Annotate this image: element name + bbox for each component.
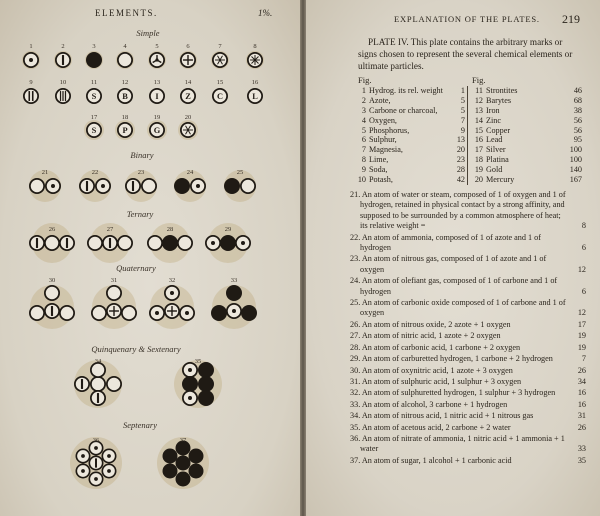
binary-number-label: 21 bbox=[41, 169, 49, 176]
binary-number-label: 25 bbox=[236, 169, 244, 176]
element-name: Magnesia, bbox=[369, 145, 403, 155]
binary-atom-left bbox=[30, 179, 44, 193]
relative-weight: 28 bbox=[456, 165, 465, 175]
element-table-row bbox=[356, 145, 586, 155]
quaternary-center-atom bbox=[227, 304, 241, 318]
section-label-quinquenary-sextenary: Quinquenary & Sextenary bbox=[91, 344, 181, 354]
plate-intro-paragraph: PLATE IV. This plate contains the arbitrary marks or signs chosen to represent the several chemical elements or ultimate particles. bbox=[358, 37, 573, 71]
element-table-row bbox=[356, 96, 586, 106]
compound-weight: 35 bbox=[577, 455, 586, 465]
element-number-label: 4 bbox=[123, 43, 127, 50]
relative-weight: 46 bbox=[573, 86, 582, 95]
element-3-symbol bbox=[86, 52, 102, 68]
compound-entry bbox=[350, 254, 586, 275]
compound-entry bbox=[350, 331, 586, 341]
compound-weight: 6 bbox=[581, 286, 586, 296]
compound-description: 30. An atom of oxynitric acid, 1 azote + 3 oxygen bbox=[350, 365, 513, 375]
septenary-outer-atom bbox=[189, 449, 204, 464]
element-name: Potash, bbox=[369, 175, 393, 185]
relative-weight: 100 bbox=[569, 155, 582, 165]
septenary-outer-atom bbox=[102, 464, 115, 477]
ternary-atom bbox=[30, 236, 44, 250]
element-8-symbol bbox=[248, 53, 262, 67]
compound-weight: 12 bbox=[577, 264, 586, 274]
element-name: Azote, bbox=[369, 95, 391, 105]
element-1-symbol bbox=[24, 53, 38, 67]
compound-description: 35. An atom of acetous acid, 2 carbone + 2 water bbox=[350, 422, 511, 432]
septenary-number-label: 36 bbox=[92, 437, 100, 444]
compound-description: 24. An atom of olefiant gas, composed of 1 of carbone and 1 of hydrogen bbox=[350, 276, 558, 296]
ternary-atom bbox=[88, 236, 102, 250]
quaternary-outer-atom bbox=[180, 306, 194, 320]
compound-entry bbox=[350, 456, 586, 466]
binary-atom-right bbox=[142, 179, 156, 193]
compound-description: 21. An atom of water or steam, composed of 1 of oxygen and 1 of hydrogen, retained in physical contact by a strong affinity, and supposed to be surrounded by a common atmosphere of heat; its relative weight = bbox=[350, 190, 566, 231]
compound-weight: 26 bbox=[577, 422, 586, 432]
element-name: Strontites bbox=[486, 86, 518, 95]
compound-weight: 6 bbox=[581, 243, 586, 253]
compound-weight: 26 bbox=[577, 365, 586, 375]
binary-number-label: 23 bbox=[137, 169, 145, 176]
element-number-label: 15 bbox=[216, 79, 224, 86]
compound-entry bbox=[350, 377, 586, 387]
ternary-atom bbox=[206, 236, 220, 250]
compound-entry bbox=[350, 434, 586, 455]
ternary-atom bbox=[148, 236, 162, 250]
element-number-label: 18 bbox=[121, 114, 129, 121]
element-name: Lead bbox=[486, 135, 503, 145]
compound-weight: 19 bbox=[577, 342, 586, 352]
compound-entry bbox=[350, 354, 586, 364]
element-number-label: 6 bbox=[186, 43, 190, 50]
element-name: Zinc bbox=[486, 115, 502, 125]
ternary-atom bbox=[103, 236, 117, 250]
svg-text:S: S bbox=[91, 91, 97, 101]
relative-weight: 20 bbox=[456, 145, 465, 155]
svg-text:C: C bbox=[216, 91, 224, 101]
ternary-number-label: 28 bbox=[166, 226, 174, 233]
quinquenary-atom bbox=[91, 363, 105, 377]
element-7-symbol bbox=[213, 53, 227, 67]
compound-description: 28. An atom of carbonic acid, 1 carbone + 2 oxygen bbox=[350, 342, 521, 352]
element-number-label: 14 bbox=[184, 79, 192, 86]
element-table-row bbox=[356, 135, 586, 145]
element-13-symbol bbox=[150, 89, 164, 103]
fig-number: 1 bbox=[361, 86, 366, 95]
element-name: Phosphorus, bbox=[369, 125, 410, 135]
compound-description: 23. An atom of nitrous gas, composed of 1 of azote and 1 of oxygen bbox=[350, 254, 547, 274]
compound-weight: 33 bbox=[577, 444, 586, 454]
ternary-number-label: 29 bbox=[224, 226, 232, 233]
septenary-outer-atom bbox=[176, 472, 191, 487]
running-header-page-number: 219 bbox=[562, 12, 580, 26]
element-name: Platina bbox=[486, 155, 509, 165]
septenary-outer-atom bbox=[102, 449, 115, 462]
sextenary-atom bbox=[198, 390, 214, 406]
fig-number: 17 bbox=[467, 145, 486, 155]
compound-description: 31. An atom of sulphuric acid, 1 sulphur + 3 oxygen bbox=[350, 376, 522, 386]
binary-atom-right bbox=[241, 179, 255, 193]
svg-text:G: G bbox=[153, 125, 161, 135]
element-table-row bbox=[356, 106, 586, 116]
relative-weight: 9 bbox=[460, 125, 465, 135]
element-name: Soda, bbox=[369, 165, 388, 175]
compound-description: 25. An atom of carbonic oxide composed of 1 of carbone and 1 of oxygen bbox=[350, 298, 566, 318]
svg-text:S: S bbox=[91, 125, 97, 135]
element-number-label: 9 bbox=[29, 79, 33, 86]
compound-weight: 17 bbox=[577, 319, 586, 329]
section-label-quaternary: Quaternary bbox=[116, 263, 156, 273]
compound-weight: 19 bbox=[577, 331, 586, 341]
element-name: Iron bbox=[486, 105, 500, 115]
septenary-outer-atom bbox=[76, 449, 89, 462]
element-table-row bbox=[356, 126, 586, 136]
fig-number: 10 bbox=[357, 175, 366, 185]
element-table-row bbox=[356, 116, 586, 126]
quaternary-outer-atom bbox=[150, 306, 164, 320]
element-14-symbol bbox=[181, 89, 195, 103]
ternary-atom bbox=[162, 235, 178, 251]
svg-text:B: B bbox=[122, 91, 128, 101]
compound-entry bbox=[350, 343, 586, 353]
compound-description: 22. An atom of ammonia, composed of 1 of azote and 1 of hydrogen bbox=[350, 232, 541, 253]
compound-description: 27. An atom of nitric acid, 1 azote + 2 oxygen bbox=[350, 331, 501, 341]
sextenary-atom bbox=[182, 376, 198, 392]
relative-weight: 167 bbox=[569, 175, 582, 185]
quaternary-outer-atom bbox=[45, 286, 59, 300]
svg-text:Z: Z bbox=[185, 91, 191, 101]
section-label-ternary: Ternary bbox=[126, 209, 154, 219]
svg-text:P: P bbox=[122, 125, 128, 135]
element-table-row bbox=[356, 165, 586, 175]
fig-number: 11 bbox=[467, 86, 486, 96]
fig-number: 9 bbox=[361, 165, 366, 175]
relative-weight: 140 bbox=[569, 165, 582, 175]
compound-entry bbox=[350, 400, 586, 410]
binary-atom-left bbox=[224, 178, 240, 194]
element-19-symbol bbox=[150, 123, 164, 137]
compound-entry bbox=[350, 190, 586, 232]
ternary-atom bbox=[60, 236, 74, 250]
element-number-label: 13 bbox=[153, 79, 161, 86]
compound-entry bbox=[350, 366, 586, 376]
quinquenary-atom bbox=[91, 391, 105, 405]
element-15-symbol bbox=[213, 89, 227, 103]
element-10-symbol bbox=[56, 89, 70, 103]
sextenary-atom bbox=[183, 363, 197, 377]
fig-number: 12 bbox=[467, 96, 486, 106]
element-name: Copper bbox=[486, 125, 511, 135]
quaternary-outer-atom bbox=[165, 286, 179, 300]
element-name: Carbone or charcoal, bbox=[369, 105, 438, 115]
element-number-label: 7 bbox=[218, 43, 222, 50]
compound-weight: 16 bbox=[577, 399, 586, 409]
section-label-binary: Binary bbox=[130, 150, 154, 160]
compound-entry bbox=[350, 423, 586, 433]
compound-weight: 34 bbox=[577, 376, 586, 386]
element-number-label: 11 bbox=[90, 79, 98, 86]
relative-weight: 100 bbox=[569, 145, 582, 155]
relative-weight: 95 bbox=[573, 135, 582, 145]
element-number-label: 3 bbox=[92, 43, 96, 50]
binary-number-label: 22 bbox=[91, 169, 99, 176]
septenary-outer-atom bbox=[89, 472, 102, 485]
fig-number: 14 bbox=[467, 116, 486, 126]
quaternary-outer-atom bbox=[226, 285, 242, 301]
compound-description: 33. An atom of alcohol, 3 carbone + 1 hydrogen bbox=[350, 399, 508, 409]
quaternary-outer-atom bbox=[122, 306, 136, 320]
relative-weight: 68 bbox=[573, 95, 582, 105]
element-number-label: 17 bbox=[90, 114, 98, 121]
septenary-outer-atom bbox=[189, 464, 204, 479]
quaternary-outer-atom bbox=[92, 306, 106, 320]
binary-atom-left bbox=[174, 178, 190, 194]
fig-number: 8 bbox=[361, 155, 366, 165]
element-5-symbol bbox=[150, 53, 164, 67]
quinquenary-atom bbox=[107, 377, 121, 391]
relative-weight: 5 bbox=[460, 105, 465, 115]
septenary-outer-atom bbox=[163, 449, 178, 464]
element-12-symbol bbox=[118, 89, 132, 103]
compound-weight: 16 bbox=[577, 388, 586, 398]
compound-description: 36. An atom of nitrate of ammonia, 1 nitric acid + 1 ammonia + 1 water bbox=[350, 433, 565, 454]
compound-atoms-list bbox=[350, 190, 586, 467]
compound-entry bbox=[350, 320, 586, 330]
ternary-number-label: 26 bbox=[48, 226, 56, 233]
element-number-label: 16 bbox=[251, 79, 259, 86]
quaternary-outer-atom bbox=[241, 305, 257, 321]
fig-number: 19 bbox=[467, 165, 486, 175]
quaternary-center-atom bbox=[165, 304, 179, 318]
quinquenary-atom bbox=[91, 377, 105, 391]
binary-atom-right bbox=[96, 179, 110, 193]
compound-description: 37. An atom of sugar, 1 alcohol + 1 carbonic acid bbox=[350, 455, 512, 465]
compound-weight: 7 bbox=[581, 354, 586, 364]
fig-number: 20 bbox=[467, 175, 486, 185]
relative-weight: 38 bbox=[573, 105, 582, 115]
compound-entry bbox=[350, 233, 586, 254]
fig-number: 4 bbox=[361, 115, 366, 125]
compound-description: 34. An atom of nitrous acid, 1 nitric acid + 1 nitrous gas bbox=[350, 411, 534, 421]
relative-weight: 13 bbox=[456, 135, 465, 145]
element-4-symbol bbox=[118, 53, 132, 67]
element-name: Sulphur, bbox=[369, 135, 397, 145]
element-2-symbol bbox=[56, 53, 70, 67]
compound-entry bbox=[350, 411, 586, 421]
compound-description: 29. An atom of carburetted hydrogen, 1 carbone + 2 hydrogen bbox=[350, 354, 553, 364]
ternary-atom bbox=[178, 236, 192, 250]
fig-number: 6 bbox=[361, 135, 366, 145]
element-number-label: 1 bbox=[29, 43, 33, 50]
quaternary-outer-atom bbox=[107, 286, 121, 300]
element-table-row bbox=[356, 175, 586, 185]
fig-number: 2 bbox=[361, 95, 366, 105]
compound-entry bbox=[350, 298, 586, 319]
septenary-center-atom bbox=[176, 456, 191, 471]
compound-description: 26. An atom of nitrous oxide, 2 azote + 1 oxygen bbox=[350, 319, 511, 329]
element-number-label: 8 bbox=[253, 43, 257, 50]
relative-weight: 23 bbox=[456, 155, 465, 165]
fig-number: 15 bbox=[467, 126, 486, 136]
relative-weight: 1 bbox=[460, 86, 465, 95]
quinquenary-number-label: 34 bbox=[94, 358, 102, 365]
sextenary-number-label: 35 bbox=[194, 358, 202, 365]
element-20-symbol bbox=[181, 123, 195, 137]
svg-text:L: L bbox=[252, 91, 258, 101]
element-weights-table bbox=[356, 86, 586, 185]
fig-number: 13 bbox=[467, 106, 486, 116]
section-label-simple: Simple bbox=[136, 28, 160, 38]
svg-text:I: I bbox=[155, 91, 159, 101]
element-number-label: 5 bbox=[155, 43, 159, 50]
fig-number: 5 bbox=[361, 125, 366, 135]
compound-description: 32. An atom of sulphuretted hydrogen, 1 sulphur + 3 hydrogen bbox=[350, 388, 556, 398]
element-18-symbol bbox=[118, 123, 132, 137]
fig-column-heading-2: Fig. bbox=[472, 75, 486, 85]
sextenary-atom bbox=[198, 376, 214, 392]
element-name: Mercury bbox=[486, 175, 515, 185]
fig-number: 7 bbox=[361, 145, 366, 155]
element-table-row bbox=[356, 155, 586, 165]
element-number-label: 10 bbox=[59, 79, 67, 86]
binary-atom-right bbox=[191, 179, 205, 193]
element-name: Lime, bbox=[369, 155, 389, 165]
element-11-symbol bbox=[87, 89, 101, 103]
ternary-atom bbox=[236, 236, 250, 250]
quaternary-number-label: 31 bbox=[110, 277, 118, 284]
ternary-atom bbox=[118, 236, 132, 250]
compound-weight: 8 bbox=[581, 221, 586, 231]
element-table-row bbox=[356, 86, 586, 96]
relative-weight: 42 bbox=[456, 175, 465, 185]
relative-weight: 56 bbox=[573, 115, 582, 125]
compound-entry bbox=[350, 276, 586, 297]
element-number-label: 2 bbox=[61, 43, 65, 50]
plate-page-title: ELEMENTS. bbox=[95, 8, 158, 18]
element-name: Silver bbox=[486, 145, 506, 155]
element-number-label: 19 bbox=[153, 114, 161, 121]
quaternary-outer-atom bbox=[30, 306, 44, 320]
element-name: Oxygen, bbox=[369, 115, 397, 125]
running-header bbox=[306, 14, 600, 28]
element-16-symbol bbox=[248, 89, 262, 103]
element-name: Barytes bbox=[486, 95, 512, 105]
binary-atom-right bbox=[46, 179, 60, 193]
element-name: Gold bbox=[486, 165, 503, 175]
fig-number: 3 bbox=[361, 105, 366, 115]
quaternary-number-label: 33 bbox=[230, 277, 238, 284]
relative-weight: 7 bbox=[460, 115, 465, 125]
relative-weight: 5 bbox=[460, 95, 465, 105]
ternary-atom bbox=[45, 236, 59, 250]
element-name: Hydrog. its rel. weight bbox=[369, 86, 443, 95]
element-number-label: 12 bbox=[121, 79, 129, 86]
running-header-title: EXPLANATION OF THE PLATES. bbox=[394, 14, 540, 24]
quaternary-center-atom bbox=[45, 304, 59, 318]
quinquenary-atom bbox=[75, 377, 89, 391]
ternary-number-label: 27 bbox=[106, 226, 114, 233]
binary-atom-left bbox=[80, 179, 94, 193]
quaternary-number-label: 30 bbox=[48, 277, 56, 284]
quaternary-outer-atom bbox=[211, 305, 227, 321]
septenary-outer-atom bbox=[76, 464, 89, 477]
element-9-symbol bbox=[24, 89, 38, 103]
fig-number: 18 bbox=[467, 155, 486, 165]
quaternary-outer-atom bbox=[60, 306, 74, 320]
compound-weight: 31 bbox=[577, 411, 586, 421]
sextenary-atom bbox=[183, 391, 197, 405]
relative-weight: 56 bbox=[573, 125, 582, 135]
element-6-symbol bbox=[181, 53, 195, 67]
element-17-symbol bbox=[87, 123, 101, 137]
element-number-label: 20 bbox=[184, 114, 192, 121]
septenary-number-label: 37 bbox=[179, 437, 187, 444]
fig-number: 16 bbox=[467, 135, 486, 145]
section-label-septenary: Septenary bbox=[123, 420, 157, 430]
ternary-atom bbox=[220, 235, 236, 251]
septenary-outer-atom bbox=[163, 464, 178, 479]
binary-number-label: 24 bbox=[186, 169, 194, 176]
septenary-center-atom bbox=[89, 456, 102, 469]
quaternary-number-label: 32 bbox=[168, 277, 176, 284]
quaternary-center-atom bbox=[107, 304, 121, 318]
plate-page-number: 1%. bbox=[258, 8, 273, 18]
compound-weight: 12 bbox=[577, 308, 586, 318]
compound-entry bbox=[350, 388, 586, 398]
binary-atom-left bbox=[126, 179, 140, 193]
fig-column-heading-1: Fig. bbox=[358, 75, 372, 85]
right-page-explanation bbox=[306, 0, 600, 516]
